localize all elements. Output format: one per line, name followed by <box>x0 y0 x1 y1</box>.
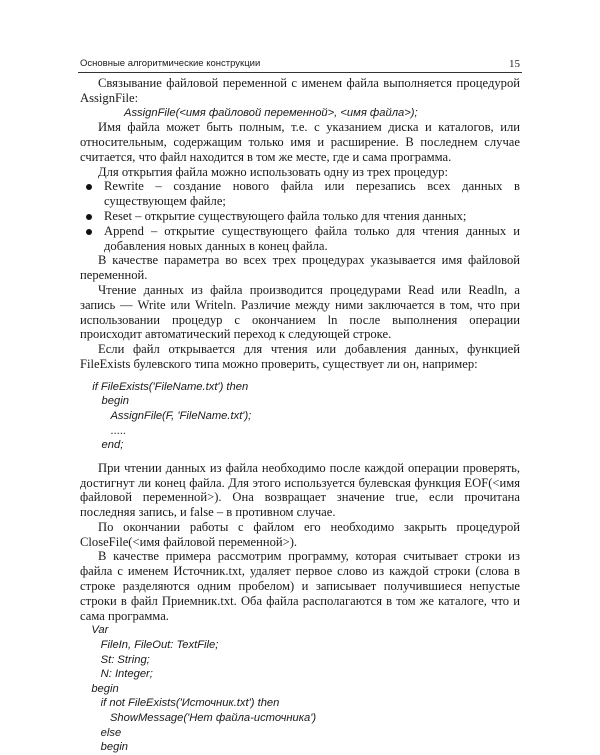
paragraph-assignfile-intro: Связывание файловой переменной с именем файла выполняется процедурой AssignFile: <box>80 76 520 105</box>
paragraph-filename: Имя файла может быть полным, т.е. с указанием диска и каталогов, или относительным, содержащим только имя и расширение. В последнем случае считается, что файл находится в том же месте, где и сама программа. <box>80 120 520 164</box>
paragraph-fileexists: Если файл открывается для чтения или добавления данных, функцией FileExists булевского типа можно проверить, существует ли он, например: <box>80 342 520 371</box>
paragraph-example: В качестве примера рассмотрим программу, которая считывает строки из файла с именем Источник.txt, удаляет первое слово из каждой строки (слова в строке разделяются одним пробелом) и записывает получившиеся непустые строки в файл Приемник.txt. Оба файла располагаются в том же каталоге, что и сама программа. <box>80 549 520 623</box>
code-program-example: Var FileIn, FileOut: TextFile; St: String; N: Integer; begin if not FileExists('Источник.txt') then ShowMessage('Нет файла-источника') else begin <box>91 624 317 754</box>
paragraph-open-procedures: Для открытия файла можно использовать одну из трех процедур: <box>98 164 448 179</box>
list-item-append: Append – открытие существующего файла только для чтения данных и добавления новых данных в конец файла. <box>80 224 520 254</box>
procedure-list <box>80 179 520 253</box>
code-assignfile-syntax: AssignFile(<имя файловой переменной>, <имя файла>); <box>124 106 418 119</box>
page-number: 15 <box>509 58 520 70</box>
running-header <box>78 58 522 73</box>
paragraph-read-write: Чтение данных из файла производится процедурами Read или Readln, а запись — Write или Writeln. Различие между ними заключается в том, что при использовании процедур с окончанием ln после выполнения операции происходит автоматический переход к следующей строке. <box>80 282 520 342</box>
paragraph-closefile: По окончании работы с файлом его необходимо закрыть процедурой CloseFile(<имя файловой переменной>). <box>80 519 520 549</box>
page-content <box>80 76 520 755</box>
list-item-rewrite: Rewrite – создание нового файла или перезапись всех данных в существующем файле; <box>80 179 520 209</box>
paragraph-eof: При чтении данных из файла необходимо после каждой операции проверять, достигнут ли конец файла. Для этого используется булевская функция EOF(<имя файловой переменной>). Она возвращает значение true, если прочитана последняя запись, и false – в противном случае. <box>80 460 520 520</box>
chapter-title: Основные алгоритмические конструкции <box>80 58 261 69</box>
list-item-reset: Reset – открытие существующего файла только для чтения данных; <box>80 209 520 224</box>
paragraph-parameter: В качестве параметра во всех трех процедурах указывается имя файловой переменной. <box>80 253 520 283</box>
code-fileexists-example: if FileExists('FileName.txt') then begin AssignFile(F, 'FileName.txt'); ..... end; <box>92 380 252 452</box>
